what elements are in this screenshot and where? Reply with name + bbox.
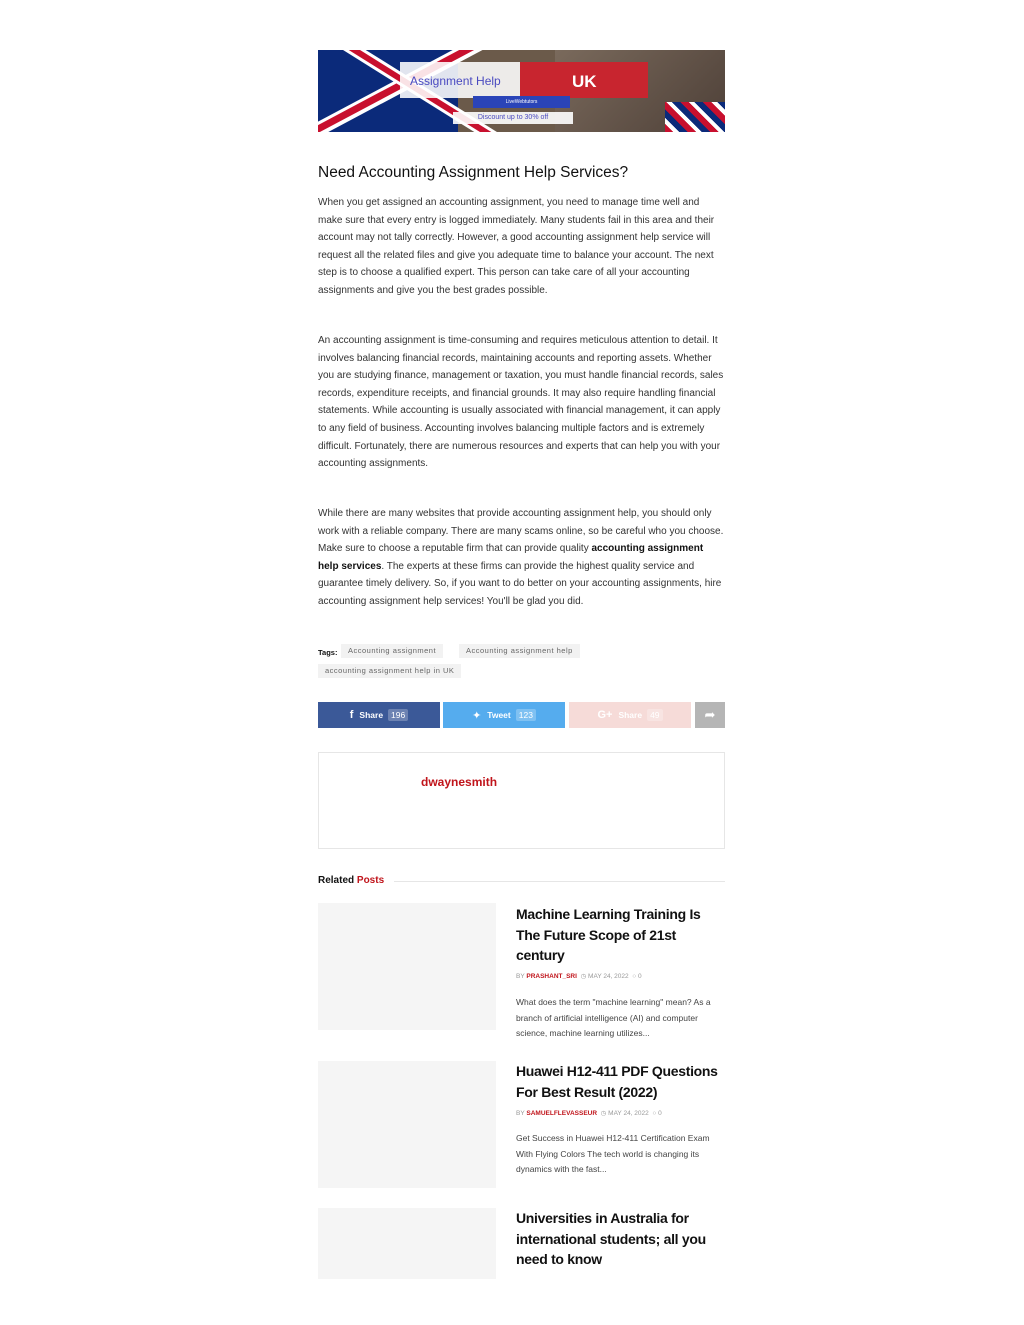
post-excerpt: What does the term "machine learning" mean? As a branch of artificial intelligence (AI) and computer science, machine learning utilizes... <box>516 997 711 1038</box>
facebook-icon: f <box>349 709 354 721</box>
post-meta: BY SAMUELFLEVASSEUR ◷ MAY 24, 2022 ○ 0 <box>516 1110 662 1117</box>
related-posts-heading: Related Posts <box>318 875 725 889</box>
google-plus-share-button[interactable]: G+ Share 49 <box>569 702 691 728</box>
article-keyword-link[interactable]: accounting assignment help services <box>318 543 704 572</box>
tag-item[interactable]: accounting assignment help in UK <box>318 664 461 678</box>
google-plus-icon: G+ <box>597 709 613 721</box>
tags-label: Tags: <box>318 648 338 657</box>
post-title-link[interactable]: Universities in Australia for international students; all you need to know <box>516 1210 706 1267</box>
banner-discount: Discount up to 30% off <box>453 112 573 124</box>
post-meta: BY PRASHANT_SRI ◷ MAY 24, 2022 ○ 0 <box>516 973 642 980</box>
banner-title-left: Assignment Help <box>410 74 501 88</box>
post-comment-count[interactable]: 0 <box>638 973 642 980</box>
banner-title-right: UK <box>572 72 597 91</box>
facebook-share-count: 196 <box>388 709 408 721</box>
author-name-link[interactable]: dwaynesmith <box>421 775 498 789</box>
comment-icon: ○ <box>652 1110 657 1117</box>
banner-brand: LiveWebtutors <box>473 96 570 108</box>
post-date: MAY 24, 2022 <box>608 1110 649 1117</box>
twitter-icon: ✦ <box>472 709 482 722</box>
twitter-share-button[interactable]: ✦ Tweet 123 <box>443 702 565 728</box>
comment-icon: ○ <box>632 973 637 980</box>
facebook-share-button[interactable]: f Share 196 <box>318 702 440 728</box>
post-title-link[interactable]: Huawei H12-411 PDF Questions For Best Result (2022) <box>516 1063 718 1100</box>
author-box <box>318 752 725 849</box>
post-thumbnail[interactable] <box>318 903 496 1030</box>
article-heading: Need Accounting Assignment Help Services? <box>318 164 629 181</box>
bunting-flags <box>665 102 725 132</box>
clock-icon: ◷ <box>600 1110 607 1117</box>
post-date: MAY 24, 2022 <box>588 973 629 980</box>
tag-item[interactable]: Accounting assignment <box>341 644 443 658</box>
post-thumbnail[interactable] <box>318 1061 496 1188</box>
post-thumbnail[interactable] <box>318 1208 496 1279</box>
article-paragraph-3: While there are many websites that provide accounting assignment help, you should only work with a reliable company. There are many scams online, so be careful who you choose. Make sure to choose a reputable firm that can provide quality accounting assignment help services. The experts at these firms can provide the highest quality service and guarantee timely delivery. So, if you want to do better on your accounting assignments, hire accounting assignment help services! You'll be glad you did. <box>318 508 724 607</box>
post-comment-count[interactable]: 0 <box>658 1110 662 1117</box>
article-paragraph-2: An accounting assignment is time-consuming and requires meticulous attention to detail. It involves balancing financial records, maintaining accounts and reporting assets. Whether you are studying finance, management or taxation, you must handle financial records, sales records, expenditure receipts, and financial grounds. It may also require handling financial statements. While accounting is usually associated with financial management, it can apply to any field of business. Accounting involves balancing multiple factors and is extremely difficult. Fortunately, there are numerous resources and experts that can help you with your accounting assignments. <box>318 335 724 470</box>
share-arrow-icon: ➦ <box>704 707 716 722</box>
tag-item[interactable]: Accounting assignment help <box>459 644 580 658</box>
article-paragraph-1: When you get assigned an accounting assignment, you need to manage time well and make sure that every entry is logged immediately. Many students fail in this area and their account may not tally correctly. However, a good accounting assignment help service will request all the related files and give you adequate time to balance your account. The next step is to choose a qualified expert. This person can take care of all your accounting assignments and give you the best grades possible. <box>318 197 715 296</box>
google-plus-share-count: 49 <box>647 709 662 721</box>
post-excerpt: Get Success in Huawei H12-411 Certification Exam With Flying Colors The tech world is changing its dynamics with the fast... <box>516 1133 710 1174</box>
banner-image[interactable] <box>318 50 725 132</box>
twitter-share-count: 123 <box>516 709 536 721</box>
clock-icon: ◷ <box>580 973 587 980</box>
post-author-link[interactable]: SAMUELFLEVASSEUR <box>526 1110 598 1117</box>
more-share-button[interactable] <box>695 702 725 728</box>
post-title-link[interactable]: Machine Learning Training Is The Future Scope of 21st century <box>516 906 701 963</box>
post-author-link[interactable]: PRASHANT_SRI <box>526 973 577 980</box>
